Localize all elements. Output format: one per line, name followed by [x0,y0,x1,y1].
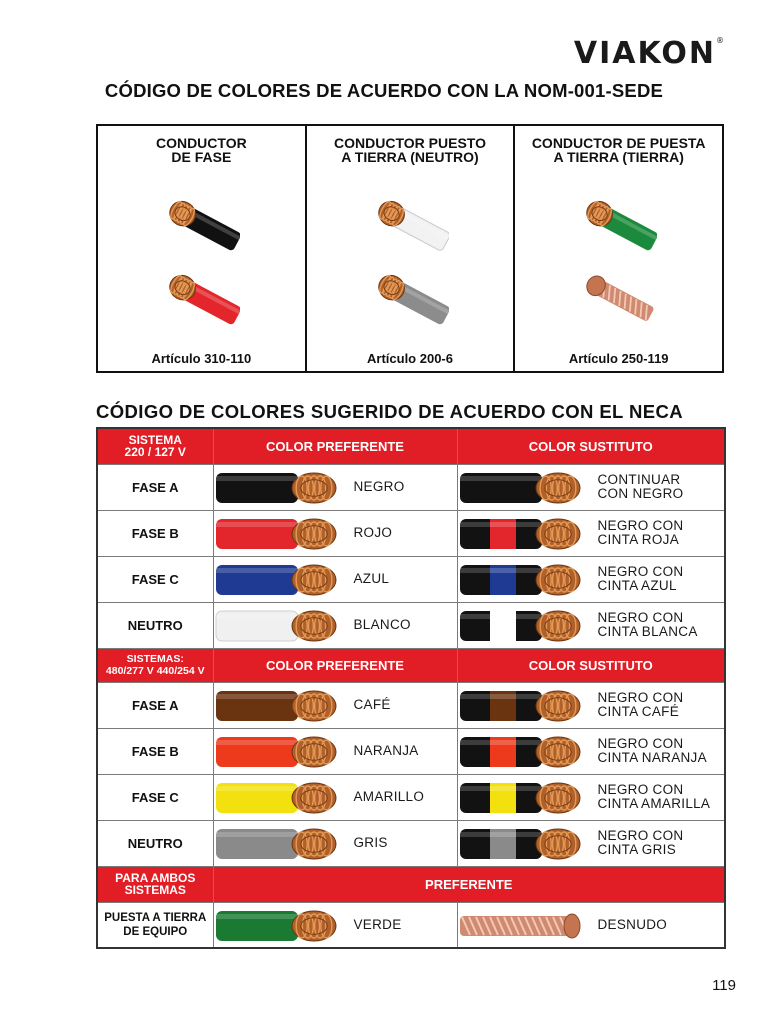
cable-image [214,686,350,726]
substitute-cell [457,902,725,948]
phase-label: FASE B [97,728,213,774]
neca-title: CÓDIGO DE COLORES SUGERIDO DE ACUERDO CON EL NECA [96,401,683,422]
cable-image [214,514,350,554]
table-header-row [97,648,725,682]
system-label: SISTEMA 220 / 127 V [97,428,213,464]
phase-label: FASE B [97,510,213,556]
preferred-cell [213,510,457,556]
nom-heading: CONDUCTOR PUESTO A TIERRA (NEUTRO) [334,135,486,165]
cable-image-red [164,266,240,330]
substitute-color-text: NEGRO CON CINTA CAFÉ [597,690,684,719]
phase-label: FASE A [97,464,213,510]
substitute-color-text: CONTINUAR CON NEGRO [597,472,684,501]
phase-label: FASE C [97,556,213,602]
phase-label: FASE A [97,682,213,728]
preferred-cell [213,602,457,648]
cable-image [458,606,594,646]
cable-image [458,514,594,554]
preferred-cell [213,682,457,728]
cable-image-gray [373,266,449,330]
nom-col-ground [515,126,722,371]
substitute-cell [457,510,725,556]
substitute-color-text: NEGRO CON CINTA AMARILLA [597,782,711,811]
table-header-row [97,428,725,464]
preferred-cell [213,774,457,820]
substitute-cell [457,682,725,728]
preferred-cell [213,556,457,602]
nom-article: Artículo 310-110 [151,351,252,366]
table-row [97,556,725,602]
preferred-color-text: ROJO [353,525,393,540]
cable-image-white [373,192,449,256]
system-label: PARA AMBOS SISTEMAS [97,866,213,902]
substitute-cell [457,556,725,602]
system-label: SISTEMAS: 480/277 V 440/254 V [97,648,213,682]
nom-title: CÓDIGO DE COLORES DE ACUERDO CON LA NOM-001-SEDE [104,80,664,101]
viakon-logo: VIAKON® [573,36,726,71]
table-row [97,510,725,556]
cable-image [214,778,350,818]
cable-image [458,732,594,772]
ground-label: PUESTA A TIERRA DE EQUIPO [97,902,213,948]
cable-image [458,824,594,864]
preferred-color-text: CAFÉ [353,697,391,712]
cable-image [458,778,594,818]
preferred-header: PREFERENTE [213,866,725,902]
preferred-color-text: VERDE [353,916,402,932]
substitute-color-text: NEGRO CON CINTA AZUL [597,564,684,593]
cable-image-green [581,192,657,256]
phase-label: NEUTRO [97,602,213,648]
nom-article: Artículo 200-6 [367,351,453,366]
preferred-color-text: BLANCO [353,617,411,632]
cable-image [458,560,594,600]
cable-image-black [164,192,240,256]
preferred-color-text: AMARILLO [353,789,425,804]
nom-col-neutral [307,126,516,371]
preferred-cell [213,902,457,948]
cable-image [214,824,350,864]
substitute-header: COLOR SUSTITUTO [457,648,725,682]
table-row [97,774,725,820]
cable-image [458,906,594,946]
preferred-cell [213,464,457,510]
preferred-color-text: NEGRO [353,479,405,494]
substitute-header: COLOR SUSTITUTO [457,428,725,464]
substitute-cell [457,602,725,648]
nom-col-phase [98,126,307,371]
cable-image-bare [581,266,657,330]
cable-image [458,468,594,508]
page-number: 119 [712,977,736,994]
cable-image [214,606,350,646]
preferred-color-text: NARANJA [353,743,419,758]
substitute-cell [457,464,725,510]
table-row [97,682,725,728]
cable-image [214,732,350,772]
table-row [97,902,725,948]
table-row [97,728,725,774]
substitute-color-text: NEGRO CON CINTA NARANJA [597,736,707,765]
table-row [97,464,725,510]
phase-label: FASE C [97,774,213,820]
cable-image [214,560,350,600]
substitute-color-text: NEGRO CON CINTA GRIS [597,828,684,857]
substitute-cell [457,774,725,820]
cable-image [214,468,350,508]
nom-article: Artículo 250-119 [568,351,669,366]
table-row [97,820,725,866]
substitute-cell [457,728,725,774]
preferred-header: COLOR PREFERENTE [213,648,457,682]
neca-color-table [96,427,726,949]
nom-heading: CONDUCTOR DE PUESTA A TIERRA (TIERRA) [531,135,706,165]
nom-heading: CONDUCTOR DE FASE [155,135,247,165]
cable-image [214,906,350,946]
substitute-cell [457,820,725,866]
preferred-color-text: GRIS [353,835,388,850]
cable-image [458,686,594,726]
nom-color-panel [96,124,724,373]
phase-label: NEUTRO [97,820,213,866]
preferred-cell [213,728,457,774]
substitute-color-text: DESNUDO [597,916,668,932]
preferred-cell [213,820,457,866]
table-header-row [97,866,725,902]
preferred-header: COLOR PREFERENTE [213,428,457,464]
substitute-color-text: NEGRO CON CINTA ROJA [597,518,684,547]
preferred-color-text: AZUL [353,571,390,586]
table-row [97,602,725,648]
substitute-color-text: NEGRO CON CINTA BLANCA [597,610,698,639]
